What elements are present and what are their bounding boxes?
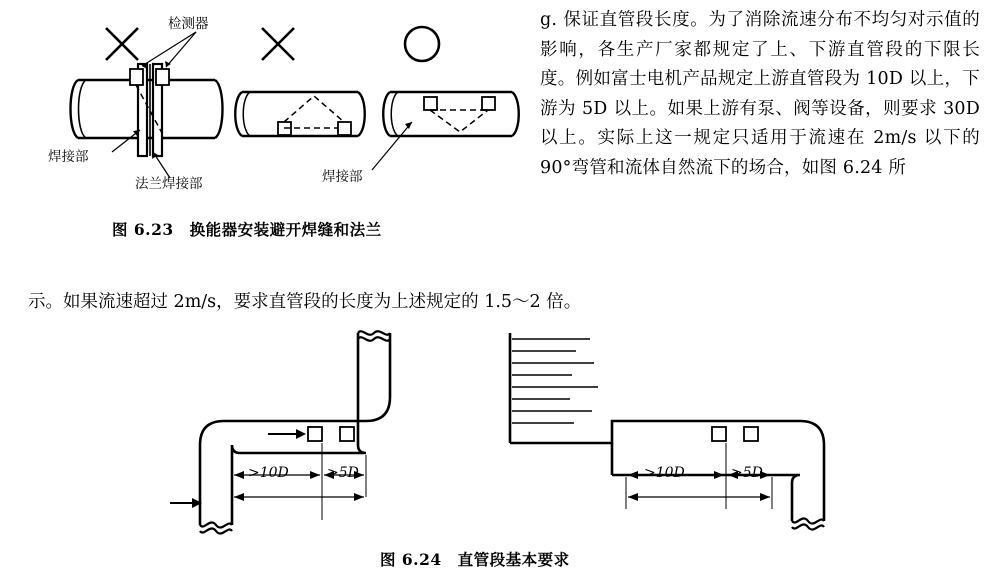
figure-6-24 [0,325,1000,550]
figure-6-24-drawing [0,325,1000,550]
figure-6-23-drawing [20,0,530,245]
dimension-right-downstream: >5D [731,465,763,481]
body-paragraph: g. 保证直管段长度。为了消除流速分布不均匀对示值的影响，各生产厂家都规定了上、下游直管段的下限长度。例如富士电机产品规定上游直管段为 10D 以上，下游为 5D 以上。如果上游有泵、阀等设备，则要求 30D 以上。实际上这一规定只适用于流速在 2m/s 以下的 90°弯管和流体自然流下的场合，如图 6.24 所 [540,10,980,178]
label-flange-weld: 法兰焊接部 [135,176,203,192]
dimension-left-upstream: >10D [248,465,289,481]
figure-6-23 [20,0,530,245]
dimension-right-upstream: >10D [644,465,685,481]
label-detector: 检测器 [168,16,209,32]
figure-6-23-caption: 图 6.23 换能器安装避开焊缝和法兰 [112,220,382,239]
figure-6-24-caption: 图 6.24 直管段基本要求 [380,550,570,569]
dimension-left-downstream: >5D [327,465,359,481]
label-weld-right: 焊接部 [322,169,363,185]
body-paragraph-continued: 示。如果流速超过 2m/s，要求直管段的长度为上述规定的 1.5～2 倍。 [28,292,582,312]
label-weld-left: 焊接部 [48,149,89,165]
